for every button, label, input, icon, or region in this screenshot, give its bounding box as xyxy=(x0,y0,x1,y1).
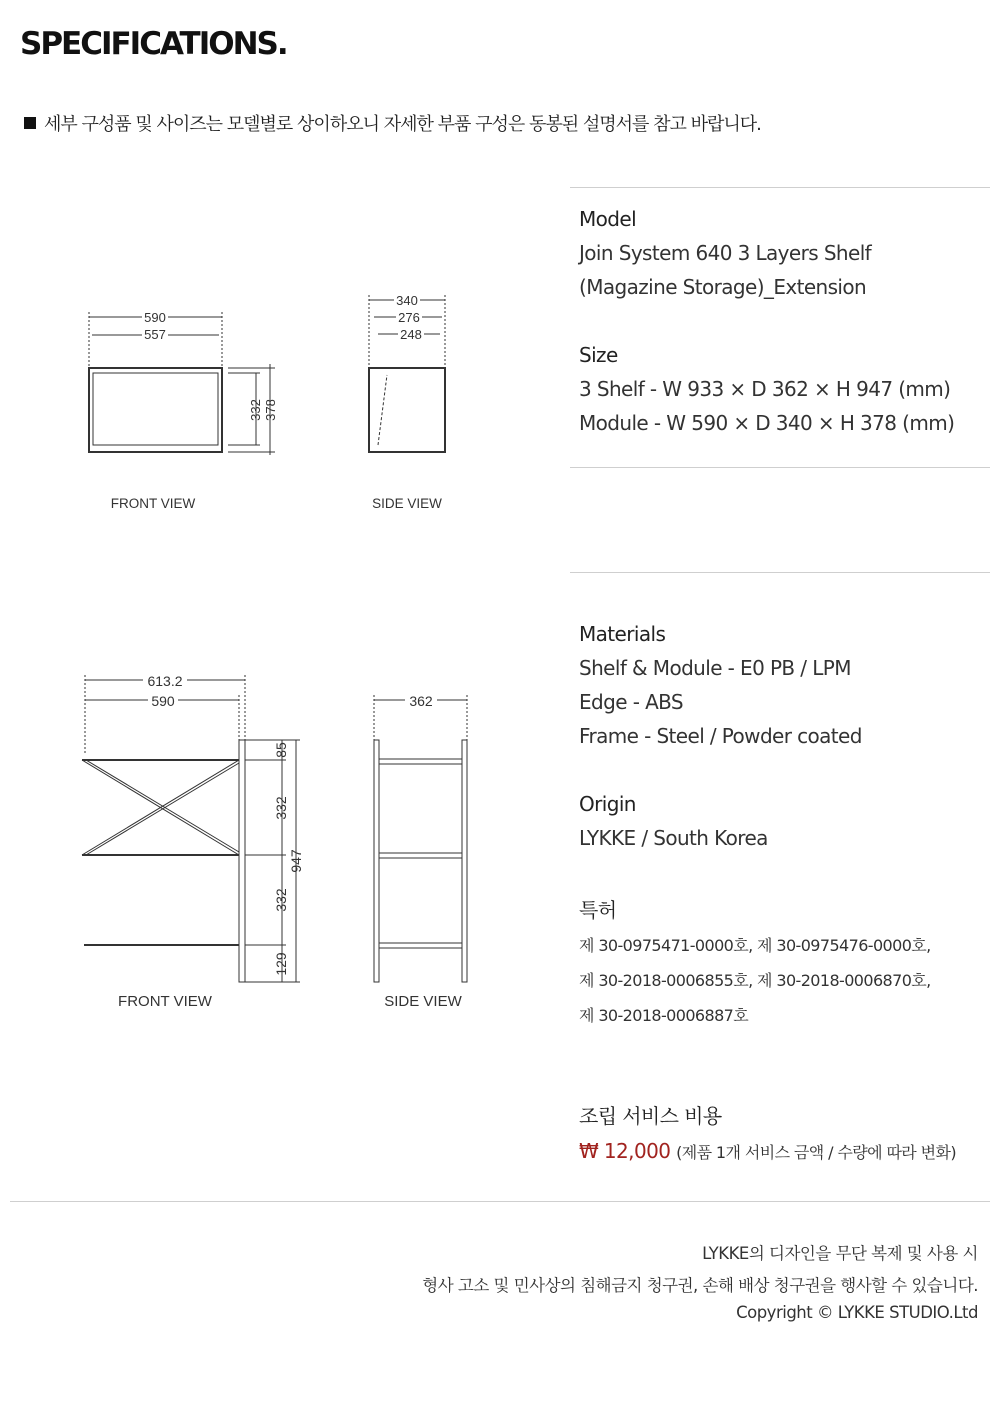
model-line: Join System 640 3 Layers Shelf xyxy=(579,241,872,265)
size-line: 3 Shelf - W 933 × D 362 × H 947 (mm) xyxy=(579,377,951,401)
side-view-label: SIDE VIEW xyxy=(384,993,462,1010)
model-heading: Model xyxy=(579,207,637,231)
divider xyxy=(570,467,990,468)
footer-line2: 형사 고소 및 민사상의 침해금지 청구권, 손해 배상 청구권을 행사할 수 있습니다. xyxy=(422,1276,978,1295)
patent-line: 제 30-0975471-0000호, 제 30-0975476-0000호, xyxy=(579,936,931,955)
front-view-label: FRONT VIEW xyxy=(110,496,196,511)
size-line: Module - W 590 × D 340 × H 378 (mm) xyxy=(579,411,955,435)
origin-line: LYKKE / South Korea xyxy=(579,826,768,850)
dim-129: 129 xyxy=(273,952,289,976)
materials-block xyxy=(579,622,931,1038)
divider xyxy=(570,572,990,573)
origin-heading: Origin xyxy=(579,792,636,816)
dim-947: 947 xyxy=(288,849,304,873)
assembly-block xyxy=(579,1100,956,1163)
notice-text xyxy=(24,110,761,136)
patent-heading: 특허 xyxy=(579,898,617,922)
dim-362: 362 xyxy=(409,693,433,709)
patent-line: 제 30-2018-0006887호 xyxy=(579,1006,749,1025)
dim-557: 557 xyxy=(144,327,166,342)
dim-332-upper: 332 xyxy=(273,796,289,820)
dim-248: 248 xyxy=(400,327,422,342)
dim-378: 378 xyxy=(263,399,278,421)
size-heading: Size xyxy=(579,343,618,367)
side-view-label: SIDE VIEW xyxy=(372,496,442,511)
assembly-price-note: (제품 1개 서비스 금액 / 수량에 따라 변화) xyxy=(676,1143,956,1162)
dim-613: 613.2 xyxy=(147,673,183,689)
footer-copyright: Copyright © LYKKE STUDIO.Ltd xyxy=(736,1303,978,1322)
materials-line: Edge - ABS xyxy=(579,690,684,714)
divider xyxy=(10,1201,990,1202)
dim-340: 340 xyxy=(396,293,418,308)
page-title: SPECIFICATIONS. xyxy=(20,26,287,62)
assembly-price: ₩ 12,000 xyxy=(579,1139,671,1163)
module-dimension-diagram xyxy=(60,280,480,530)
dim-332: 332 xyxy=(248,399,263,421)
dim-85: 85 xyxy=(273,742,289,758)
dim-590: 590 xyxy=(151,693,175,709)
notice-label: 세부 구성품 및 사이즈는 모델별로 상이하오니 자세한 부품 구성은 동봉된 설명서를 참고 바랍니다. xyxy=(44,114,761,135)
front-view-label: FRONT VIEW xyxy=(118,993,212,1010)
materials-heading: Materials xyxy=(579,622,666,646)
footer-line1: LYKKE의 디자인을 무단 복제 및 사용 시 xyxy=(702,1244,978,1263)
patent-line: 제 30-2018-0006855호, 제 30-2018-0006870호, xyxy=(579,971,931,990)
square-bullet-icon xyxy=(24,117,36,129)
model-line: (Magazine Storage)_Extension xyxy=(579,275,867,299)
materials-line: Shelf & Module - E0 PB / LPM xyxy=(579,656,851,680)
dim-590: 590 xyxy=(144,310,166,325)
shelf-dimension-diagram xyxy=(60,660,490,1020)
materials-line: Frame - Steel / Powder coated xyxy=(579,724,862,748)
model-size-block xyxy=(579,207,954,445)
assembly-heading: 조립 서비스 비용 xyxy=(579,1104,722,1128)
dim-276: 276 xyxy=(398,310,420,325)
divider xyxy=(570,187,990,188)
dim-332-lower: 332 xyxy=(273,888,289,912)
